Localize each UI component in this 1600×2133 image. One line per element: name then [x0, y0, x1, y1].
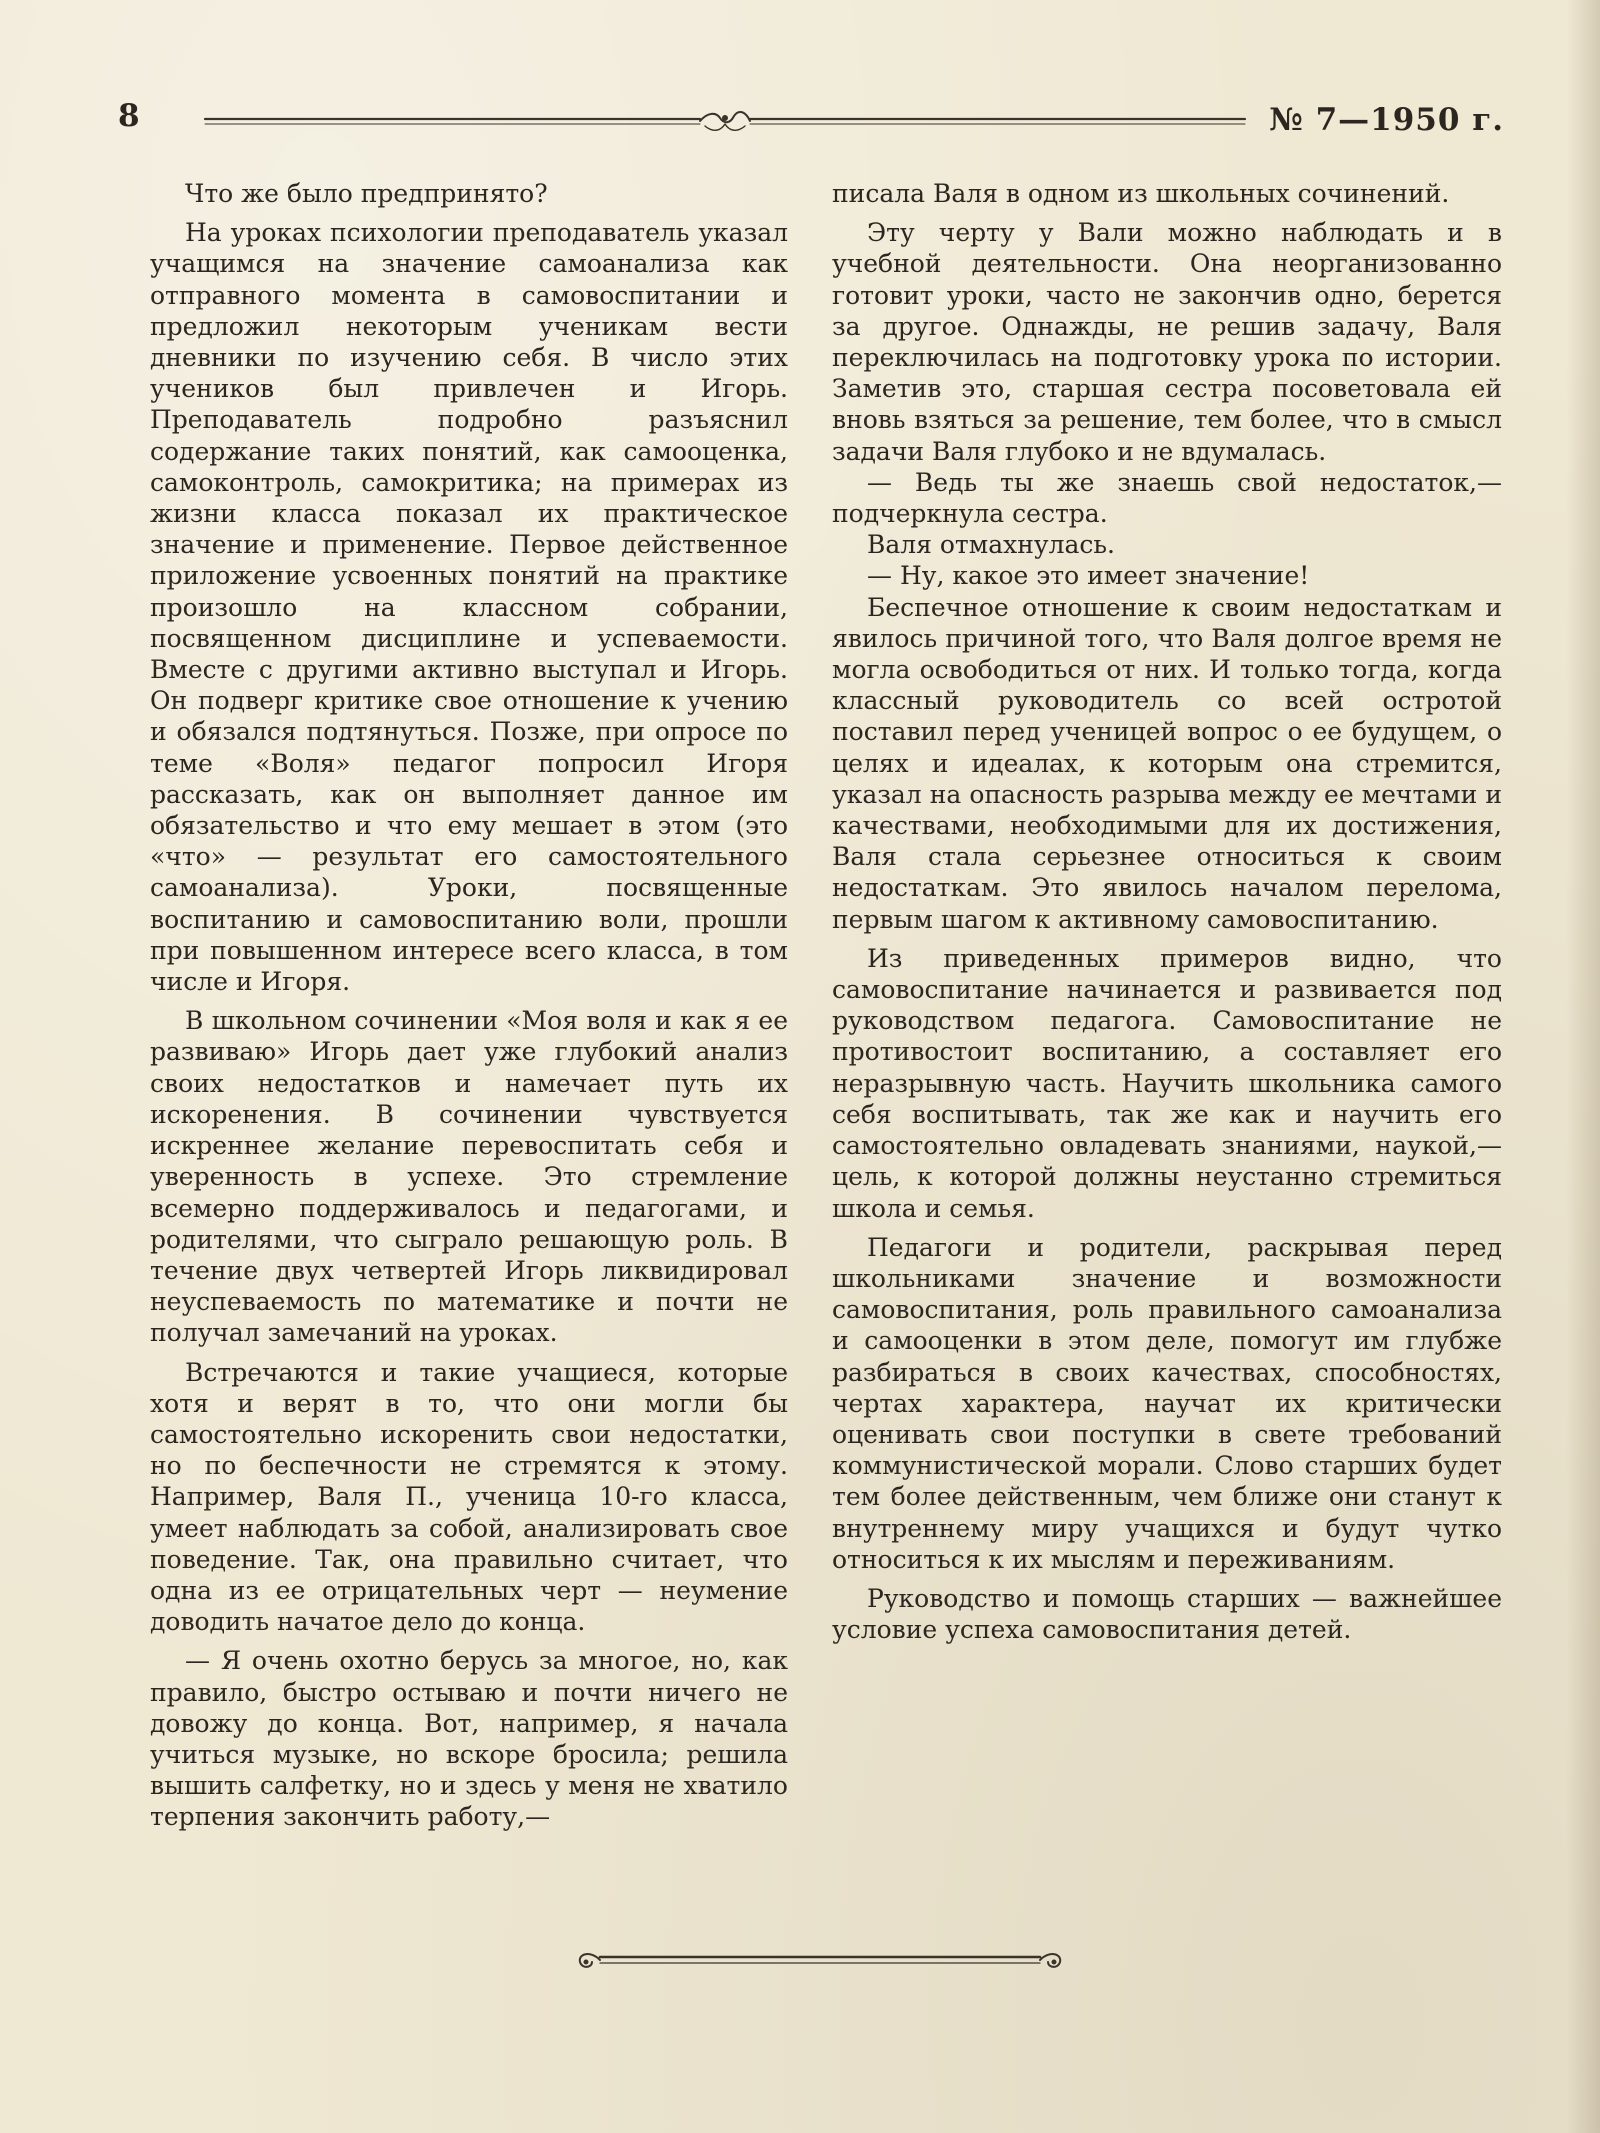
paragraph-valya-reply: — Ну, какое это имеет значение! — [867, 561, 1310, 591]
paragraph-school-essay: В школьном сочинении «Моя воля и как я ее развиваю» Игорь дает уже глубокий анализ своих недостатков и намечает путь их искоренения. В сочинении чувствуется искреннее желание перевоспитать себя и уверенность в успехе. Это стремление всемерно поддерживалось и педагогами, и родителями, что сыграло решающую роль. В течение двух четвертей Игорь ликвидировал неуспеваемость по математике и почти не получал замечаний на уроках. — [150, 1006, 788, 1348]
paragraph-careless-students: Встречаются и такие учащиеся, которые хотя и верят в то, что они могли бы самостоятельно искоренить свои недостатки, но по беспечности не стремятся к этому. Например, Валя П., ученица 10-го класса, умеет наблюдать за собой, анализировать свое поведение. Так, она правильно считает, что одна из ее отрицательных черт — неумение доводить начатое дело до конца. — [150, 1357, 788, 1637]
paragraph-question: Что же было предпринято? — [185, 179, 548, 208]
paragraph-sister-remark: — Ведь ты же знаешь свой недостаток,— подчеркнула сестра. — [832, 467, 1502, 529]
paragraph-careless-attitude: Беспечное отношение к своим недостаткам и явилось причиной того, что Валя долгое время не могла освободиться от них. И только тогда, когда классный руководитель со всей остротой поставил перед ученицей вопрос о ее будущем, о целях и идеалах, к которым она стремится, указал на опасность разрыва между ее мечтами и качествами, необходимыми для их достижения, Валя стала серьезнее относиться к своим недостаткам. Это явилось началом перелома, первым шагом к активному самовоспитанию. — [832, 592, 1502, 934]
footer-ornament — [570, 1944, 1070, 1978]
paragraph-examples-conclusion: Из приведенных примеров видно, что самовоспитание начинается и развивается под руководством педагога. Самовоспитание не противостоит воспитанию, а составляет его неразрывную часть. Научить школьника самого себя воспитывать, так же как и научить его самостоятельно овладевать знаниями, наукой,— цель, к которой должны неустанно стремиться школа и семья. — [832, 943, 1502, 1223]
paragraph-teachers-parents: Педагоги и родители, раскрывая перед школьниками значение и возможности самовоспитания, роль правильного самоанализа и самооценки в этом деле, помогут им глубже разбираться в своих качествах, способностях, чертах характера, научат их критически оценивать свои поступки в свете требований коммунистической морали. Слово старших будет тем более действенным, чем ближе они станут к внутреннему миру учащихся и будут чутко относиться к их мыслям и переживаниям. — [832, 1232, 1502, 1574]
paragraph-valya-dismissed: Валя отмахнулась. — [867, 530, 1115, 560]
page-edge-shadow — [1566, 0, 1600, 2133]
right-text-column — [832, 178, 1502, 1653]
issue-label: № 7—1950 г. — [1269, 102, 1504, 138]
left-text-column — [150, 178, 788, 1833]
paragraph-psychology-lessons: На уроках психологии преподаватель указал учащимся на значение самоанализа как отправного момента в самовоспитании и предложил некоторым ученикам вести дневники по изучению себя. В число этих учеников был привлечен и Игорь. Преподаватель подробно разъяснил содержание таких понятий, как самооценка, самоконтроль, самокритика; на примерах из жизни класса показал их практическое значение и применение. Первое действенное приложение усвоенных понятий на практике произошло на классном собрании, посвященном дисциплине и успеваемости. Вместе с другими активно выступал и Игорь. Он подверг критике свое отношение к учению и обязался подтянуться. Позже, при опросе по теме «Воля» педагог попросил Игоря рассказать, как он выполняет данное им обязательство и что ему мешает в этом (это «что» — результат его самостоятельного самоанализа). Уроки, посвященные воспитанию и самовоспитанию воли, прошли при повышенном интересе всего класса, в том числе и Игоря. — [150, 218, 788, 997]
paragraph-continuation: писала Валя в одном из школьных сочинений. — [832, 179, 1450, 208]
page-number: 8 — [118, 98, 140, 134]
header-ornament-rule — [200, 104, 1250, 138]
paragraph-final-statement: Руководство и помощь старших — важнейшее условие успеха самовоспитания детей. — [832, 1583, 1502, 1645]
paragraph-study-habits: Эту черту у Вали можно наблюдать и в учебной деятельности. Она неорганизованно готовит уроки, часто не закончив одно, берется за другое. Однажды, не решив задачу, Валя переключилась на подготовку урока по истории. Заметив это, старшая сестра посоветовала ей вновь взяться за решение, тем более, что в смысл задачи Валя глубоко и не вдумалась. — [832, 218, 1502, 466]
paragraph-quote-valya: — Я очень охотно берусь за многое, но, как правило, быстро остываю и почти ничего не довожу до конца. Вот, например, я начала учиться музыке, но вскоре бросила; решила вышить салфетку, но и здесь у меня не хватило терпения закончить работу,— — [150, 1646, 788, 1832]
